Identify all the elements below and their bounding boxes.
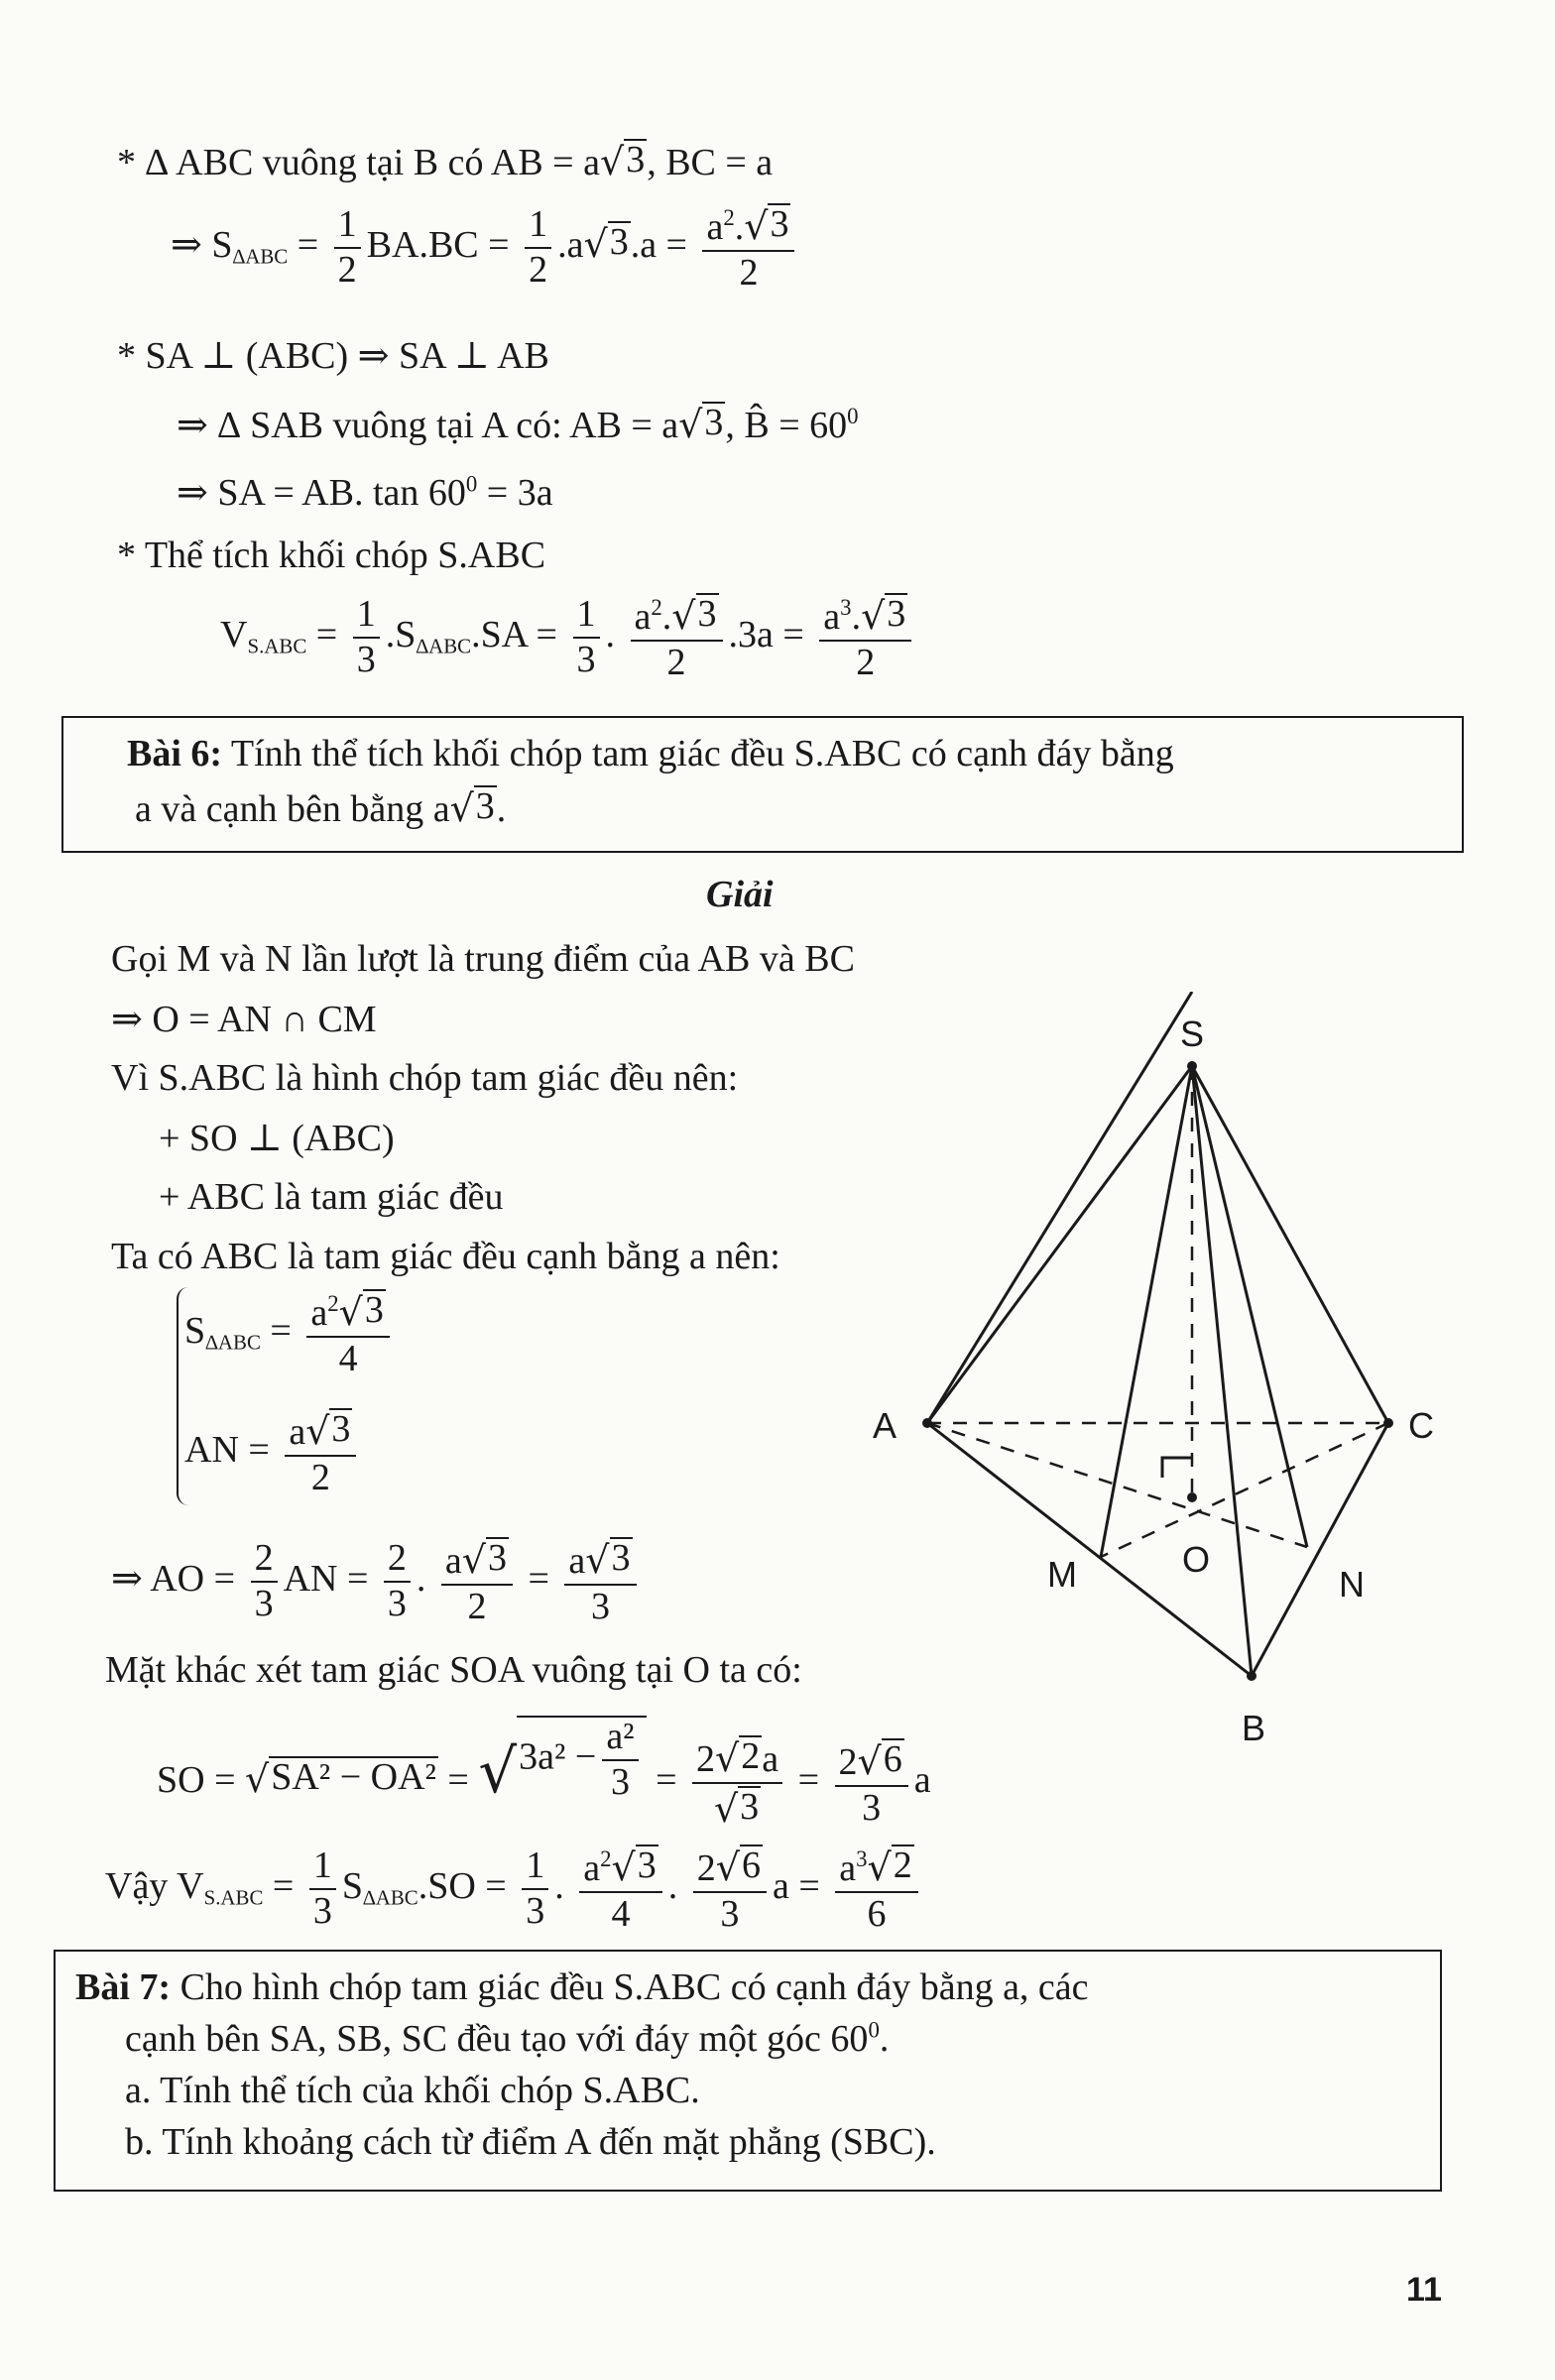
solution-heading: Giải bbox=[706, 874, 774, 915]
label-b: B bbox=[1242, 1708, 1266, 1748]
edge-sa bbox=[927, 992, 1192, 1423]
edge-sn bbox=[1192, 1066, 1307, 1547]
exercise-7-line2: cạnh bên SA, SB, SC đều tạo với đáy một góc $60^0$. bbox=[125, 2017, 890, 2060]
exercise-6-line1: Bài 6: Tính thể tích khối chóp tam giác đều S.ABC có cạnh đáy bằng bbox=[127, 733, 1174, 774]
sol-line-3: Vì S.ABC là hình chóp tam giác đều nên: bbox=[111, 1057, 739, 1099]
label-a: A bbox=[873, 1405, 897, 1446]
sol-line-6: Ta có ABC là tam giác đều cạnh bằng a nên: bbox=[111, 1236, 780, 1277]
line-sab: ⇒ ∆ SAB vuông tại A có: AB = a √ 3 , B̂ = $60^0$ bbox=[177, 402, 859, 446]
line-so: SO = √ SA² − OA² = √ 3a² − $\frac{\text{a²}}{3}$ = 2 √ 2 a √ 3 = 2 √ 6 3 a bbox=[157, 1716, 931, 1832]
sys-an: AN = a √ 3 2 bbox=[184, 1408, 362, 1498]
sol-line-4: + SO ⊥ (ABC) bbox=[159, 1118, 395, 1159]
right-angle-mark bbox=[1162, 1458, 1192, 1478]
pyramid-figure bbox=[853, 992, 1488, 1785]
exercise-7-item-a: a. Tính thể tích của khối chóp S.ABC. bbox=[125, 2070, 700, 2111]
line-volume-title: * Thể tích khối chóp S.ABC bbox=[117, 535, 546, 576]
exercise-7-box bbox=[54, 1950, 1442, 2192]
line-ao: ⇒ AO = $\frac{2}{3}$ AN = $\frac{2}{3}$ . a √ 3 2 = a √ 3 3 bbox=[111, 1537, 643, 1627]
line-sa-value: ⇒ SA = AB. $\tan 60^0 = 3a$ bbox=[177, 471, 553, 514]
sol-line-2: ⇒ O = AN ∩ CM bbox=[111, 999, 377, 1040]
sys-area: $S_{\Delta ABC}$ = $a^2$ √ 3 4 bbox=[184, 1289, 396, 1379]
edge-sm bbox=[1101, 1066, 1192, 1557]
median-an bbox=[927, 1423, 1307, 1547]
sol-line-5: + ABC là tam giác đều bbox=[159, 1176, 504, 1218]
exercise-6-line2: a và cạnh bên bằng a √ 3 . bbox=[135, 785, 507, 830]
label-m: M bbox=[1047, 1554, 1077, 1595]
label-o: O bbox=[1182, 1539, 1211, 1580]
edge-cb bbox=[1252, 1423, 1388, 1676]
exercise-6-box bbox=[61, 716, 1464, 853]
line-sa-perp: * SA ⊥ (ABC) ⇒ SA ⊥ AB bbox=[117, 335, 549, 377]
sol-line-1: Gọi M và N lần lượt là trung điểm của AB và BC bbox=[111, 938, 855, 980]
line-abc-right: * ∆ ABC vuông tại B có AB = a √ 3 , BC = a bbox=[117, 139, 774, 183]
line-volume-formula: $V_{S.ABC}$ = $\frac{1}{3}$ $.S_{\Delta ABC}.SA$ = $\frac{1}{3}$ . $a^2$. √ 3 2 .3a = $a^3$. √ 3 2 bbox=[220, 593, 917, 683]
sol-line-soa: Mặt khác xét tam giác SOA vuông tại O ta có: bbox=[105, 1649, 802, 1691]
median-cm bbox=[1101, 1423, 1388, 1557]
label-s: S bbox=[1180, 1013, 1205, 1054]
page-number: 11 bbox=[1406, 2271, 1442, 2309]
label-n: N bbox=[1339, 1564, 1365, 1605]
exercise-7-item-b: b. Tính khoảng cách từ điểm A đến mặt phẳng (SBC). bbox=[125, 2121, 936, 2163]
exercise-7-line1: Bài 7: Cho hình chóp tam giác đều S.ABC có cạnh đáy bằng a, các bbox=[75, 1966, 1089, 2008]
label-c: C bbox=[1408, 1405, 1434, 1446]
line-final-volume: Vậy $V_{S.ABC}$ = $\frac{1}{3}$ $S_{\Delta ABC}.SO$ = $\frac{1}{3}$ . $a^2$ √ 3 4 . 2 √ 6 3 a = $a^3$ √ 2 6 bbox=[105, 1844, 924, 1935]
line-area-abc: ⇒ $S_{\Delta ABC}$ = $\frac{1}{2}$ BA.BC = $\frac{1}{2}$ .a √ 3 .a = $a^2$. √ 3 2 bbox=[171, 203, 800, 294]
